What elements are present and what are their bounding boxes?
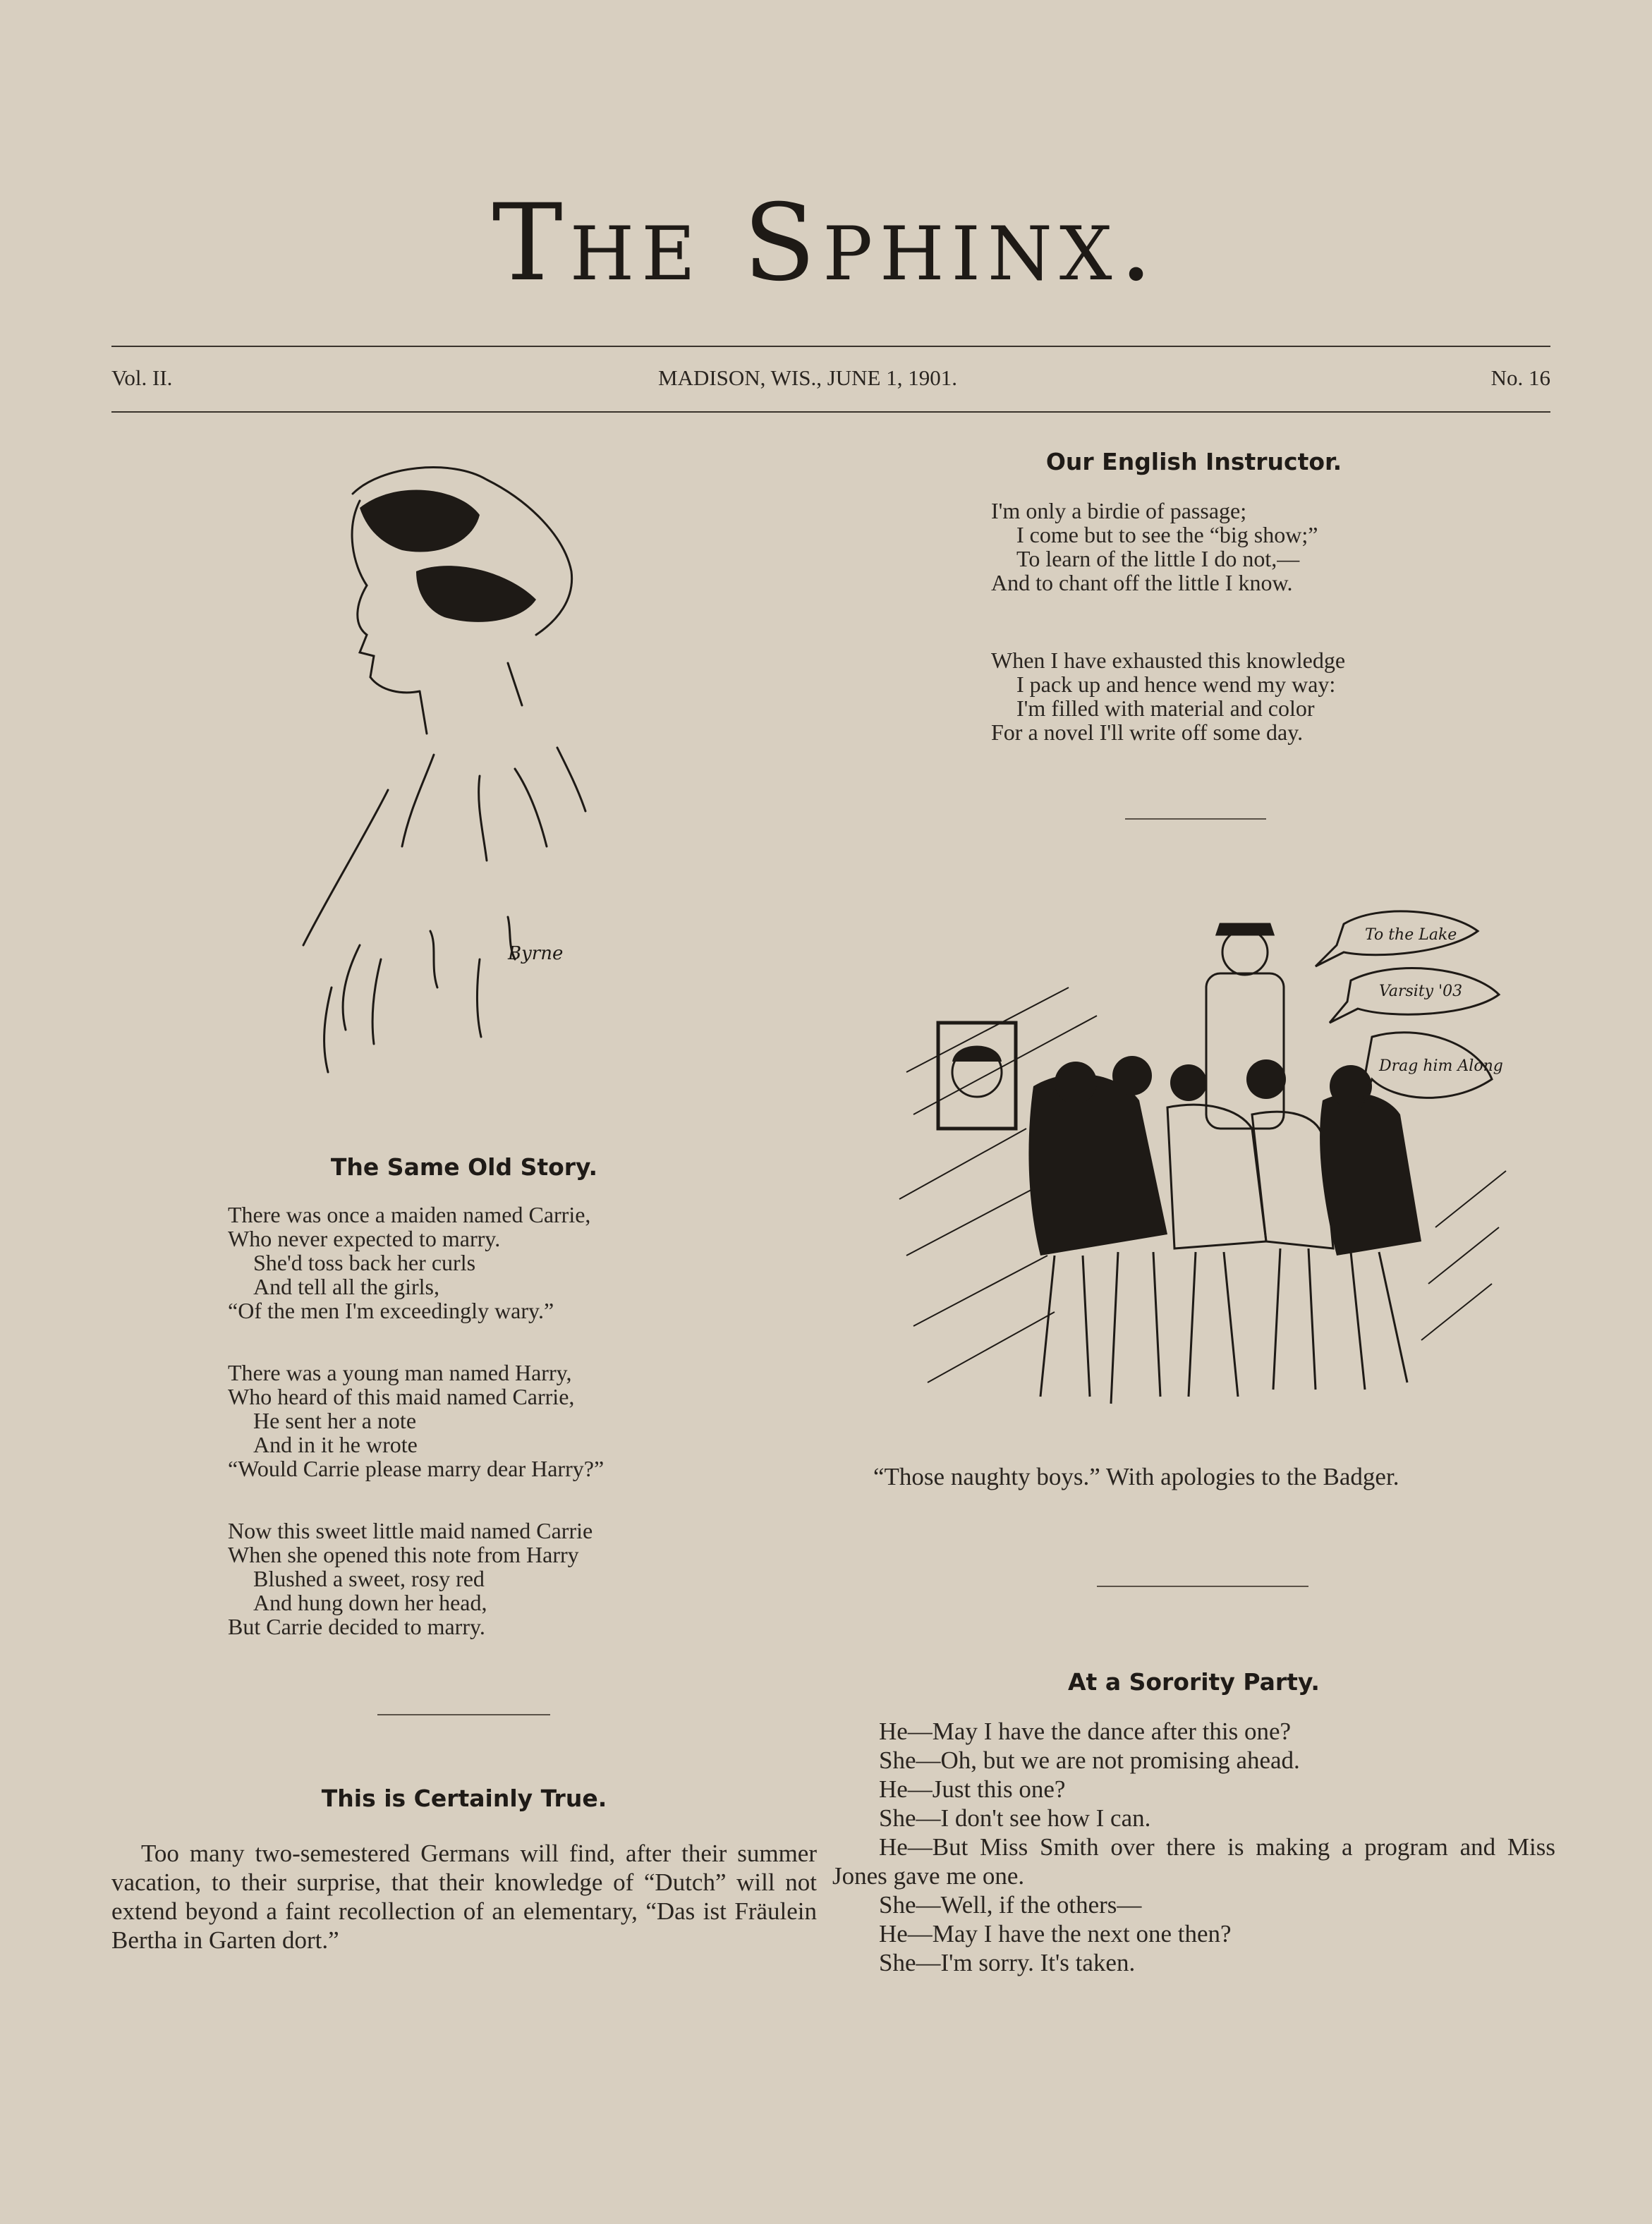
dialogue-line: She—I don't see how I can.: [879, 1804, 1151, 1832]
poem-line: There was a young man named Harry,: [228, 1360, 572, 1385]
cartoon-caption-section: [832, 1462, 1555, 1491]
poem-line: I come but to see the “big show;”: [1016, 522, 1318, 547]
dialogue-line: She—I'm sorry. It's taken.: [879, 1949, 1136, 1976]
poem-line: She'd toss back her curls: [253, 1250, 476, 1275]
sorority-dialogue: [832, 1717, 1555, 1977]
cartoon-caption: “Those naughty boys.” With apologies to the Badger.: [873, 1463, 1399, 1490]
poem-line: Blushed a sweet, rosy red: [253, 1566, 485, 1591]
dialogue-line: He—May I have the dance after this one?: [879, 1718, 1292, 1745]
poem-line: And in it he wrote: [253, 1432, 418, 1457]
poem-line: “Of the men I'm exceedingly wary.”: [228, 1298, 554, 1323]
same-old-story-section: [111, 1153, 817, 1639]
masthead-title: The Sphinx.: [492, 182, 1160, 305]
divider: [377, 1714, 550, 1715]
divider: [1125, 818, 1266, 820]
poem-line: To learn of the little I do not,—: [1016, 546, 1300, 571]
certainly-true-title: This is Certainly True.: [321, 1785, 607, 1812]
poem-line: Who heard of this maid named Carrie,: [228, 1384, 575, 1409]
dialogue-line: He—But Miss Smith over there is making a program and Miss Jones gave me one.: [832, 1833, 1555, 1890]
poem-line: But Carrie decided to marry.: [228, 1614, 485, 1639]
poem-line: And to chant off the little I know.: [991, 570, 1293, 595]
poem-line: There was once a maiden named Carrie,: [228, 1202, 591, 1227]
poem-line: And hung down her head,: [253, 1590, 487, 1615]
poem-line: I'm only a birdie of passage;: [991, 498, 1247, 523]
poem-line: And tell all the girls,: [253, 1274, 439, 1299]
stanza-3: [228, 1519, 604, 1639]
poem-line: “Would Carrie please marry dear Harry?”: [228, 1456, 605, 1481]
sorority-party-section: [832, 1668, 1555, 1977]
woman-profile-sketch: [296, 451, 649, 1100]
dialogue-line: He—Just this one?: [879, 1775, 1066, 1803]
portrait-frame: [938, 1023, 1016, 1129]
bottom-rule: [111, 411, 1550, 413]
place-date: MADISON, WIS., JUNE 1, 1901.: [658, 365, 957, 390]
english-instructor-poem: [991, 499, 1345, 744]
sorority-party-title: At a Sorority Party.: [1068, 1668, 1320, 1696]
poem-line: I pack up and hence wend my way:: [1016, 672, 1336, 697]
artist-signature: Byrne: [508, 943, 564, 964]
poem-line: Who never expected to marry.: [228, 1226, 501, 1251]
stanza-1: [991, 499, 1345, 595]
same-old-story-title: The Same Old Story.: [330, 1153, 598, 1181]
boys-cartoon: [885, 903, 1520, 1439]
dateline: [111, 365, 1550, 394]
balloon-to-the-lake: To the Lake: [1365, 926, 1457, 944]
dialogue-line: She—Oh, but we are not promising ahead.: [879, 1746, 1300, 1774]
stanza-2: [991, 648, 1345, 744]
poem-line: I'm filled with material and color: [1016, 695, 1315, 721]
balloon-varsity: Varsity '03: [1379, 983, 1463, 1000]
dialogue-line: She—Well, if the others—: [879, 1891, 1142, 1919]
poem-line: For a novel I'll write off some day.: [991, 719, 1304, 745]
english-instructor-title: Our English Instructor.: [1045, 448, 1342, 475]
divider: [1097, 1586, 1308, 1587]
stanza-1: [228, 1203, 604, 1323]
volume-label: Vol. II.: [111, 365, 173, 390]
poem-line: He sent her a note: [253, 1408, 417, 1433]
balloon-drag-him-along: Drag him Along: [1379, 1057, 1503, 1075]
poem-line: Now this sweet little maid named Carrie: [228, 1518, 593, 1543]
certainly-true-text: Too many two-semestered Germans will find, after their summer vacation, to their surprise, that their knowledge of “Dutch” will not extend beyond a faint recollection of an elementary, “Das ist Fräulein Bertha in Garten dort.”: [111, 1840, 817, 1954]
same-old-story-poem: [228, 1203, 604, 1639]
certainly-true-section: [111, 1785, 817, 1955]
english-instructor-section: [832, 448, 1555, 745]
dialogue-line: He—May I have the next one then?: [879, 1920, 1232, 1947]
stanza-2: [228, 1361, 604, 1481]
top-rule: [111, 346, 1550, 347]
poem-line: When I have exhausted this knowledge: [991, 648, 1346, 673]
poem-line: When she opened this note from Harry: [228, 1542, 579, 1567]
issue-number: No. 16: [1490, 365, 1550, 390]
